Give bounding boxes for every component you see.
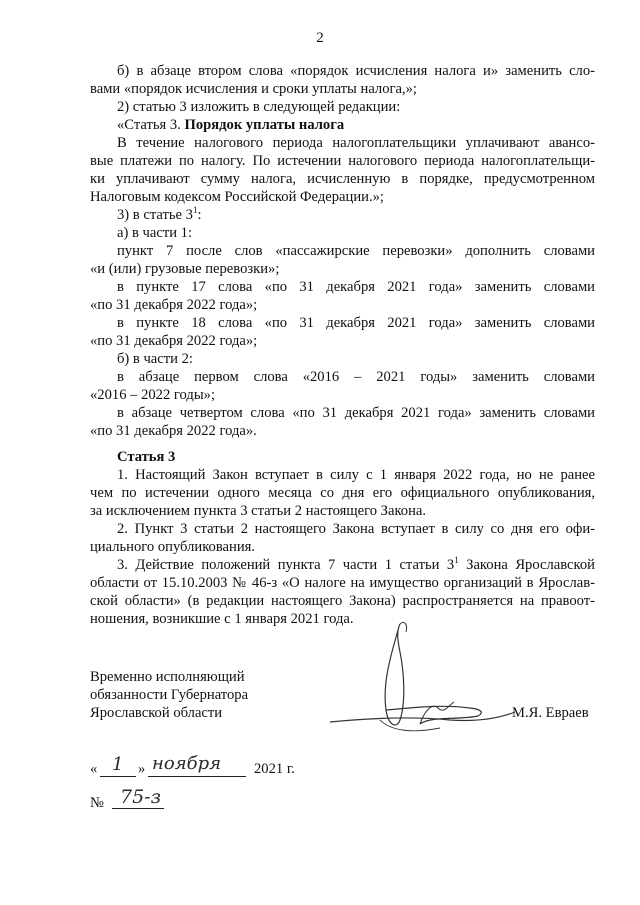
paragraph-line: «2016 – 2022 годы»; xyxy=(90,387,215,403)
paragraph-line: пункт 7 после слов «пассажирские перевозки» дополнить словами xyxy=(117,243,595,259)
signatory-title-line: Ярославской области xyxy=(90,705,223,721)
paragraph-line xyxy=(117,206,202,224)
paragraph-line: в абзаце четвертом слова «по 31 декабря 2021 года» заменить словами xyxy=(117,405,595,421)
paragraph-line: а) в части 1: xyxy=(117,225,193,241)
paragraph-line: за исключением пункта 3 статьи 2 настоящего Закона. xyxy=(90,503,427,519)
paragraph-line: в пункте 17 слова «по 31 декабря 2021 года» заменить словами xyxy=(117,279,595,295)
number-label: № xyxy=(90,795,104,811)
signatory-title-line: Временно исполняющий xyxy=(90,669,245,685)
paragraph-line: 2) статью 3 изложить в следующей редакции: xyxy=(117,99,401,115)
article-heading-line xyxy=(117,116,344,134)
signatory-title-line: обязанности Губернатора xyxy=(90,687,249,703)
paragraph-line: ношения, возникшие с 1 января 2021 года. xyxy=(90,611,354,627)
date-quote-close: » xyxy=(138,761,146,777)
page-number: 2 xyxy=(316,30,324,46)
text-fragment: : xyxy=(197,207,202,223)
article-heading: Статья 3 xyxy=(117,449,176,465)
paragraph-line: в пункте 18 слова «по 31 декабря 2021 года» заменить словами xyxy=(117,315,595,331)
text-fragment: Закона Ярославской xyxy=(458,557,595,573)
paragraph-line: «по 31 декабря 2022 года»; xyxy=(90,297,258,313)
paragraph-line: «по 31 декабря 2022 года». xyxy=(90,423,257,439)
paragraph-line: «по 31 декабря 2022 года»; xyxy=(90,333,258,349)
date-day-underline xyxy=(100,776,136,777)
paragraph-line: Налоговым кодексом Российской Федерации.»; xyxy=(90,189,384,205)
paragraph-line: 1. Настоящий Закон вступает в силу с 1 января 2022 года, но не ранее xyxy=(117,467,595,483)
paragraph-line: вые платежи по налогу. По истечении налогового периода налогоплательщи- xyxy=(90,153,595,169)
article-label: «Статья 3. xyxy=(117,117,185,133)
signatory-name: М.Я. Евраев xyxy=(512,705,589,721)
paragraph-line: «и (или) грузовые перевозки»; xyxy=(90,261,280,277)
paragraph-line: ской области» (в редакции настоящего Закона) распространяется на правоот- xyxy=(90,593,595,609)
paragraph-line: 2. Пункт 3 статьи 2 настоящего Закона вступает в силу со дня его офи- xyxy=(117,521,595,537)
paragraph-line: в абзаце первом слова «2016 – 2021 годы» заменить словами xyxy=(117,369,595,385)
superscript: 1 xyxy=(192,205,198,215)
handwritten-signature xyxy=(320,612,520,742)
article-title: Порядок уплаты налога xyxy=(184,117,345,133)
paragraph-line: В течение налогового периода налогоплательщики уплачивают авансо- xyxy=(117,135,595,151)
paragraph-line: чем по истечении одного месяца со дня его официального опубликования, xyxy=(90,485,595,501)
text-fragment: 3. Действие положений пункта 7 части 1 статьи 3 xyxy=(117,557,455,573)
date-year: 2021 г. xyxy=(254,761,295,777)
paragraph-line: циального опубликования. xyxy=(90,539,256,555)
paragraph-line: б) в части 2: xyxy=(117,351,193,367)
date-month: ноября xyxy=(152,753,222,774)
date-day: 1 xyxy=(112,754,124,775)
date-month-underline xyxy=(148,776,246,777)
paragraph-line: области от 15.10.2003 № 46-з «О налоге на имущество организаций в Ярослав- xyxy=(90,575,595,591)
paragraph-line: ки уплачивают сумму налога, исчисленную в порядке, предусмотренном xyxy=(90,171,595,187)
paragraph-line xyxy=(117,556,595,574)
law-number: 75-з xyxy=(120,786,161,808)
superscript: 1 xyxy=(454,555,459,565)
paragraph-line: б) в абзаце втором слова «порядок исчисления налога и» заменить сло- xyxy=(117,63,595,79)
number-underline xyxy=(112,808,164,809)
text-fragment: 3) в статье 3 xyxy=(117,207,193,223)
date-quote-open: « xyxy=(90,761,98,777)
paragraph-line: вами «порядок исчисления и сроки уплаты налога,»; xyxy=(90,81,417,97)
